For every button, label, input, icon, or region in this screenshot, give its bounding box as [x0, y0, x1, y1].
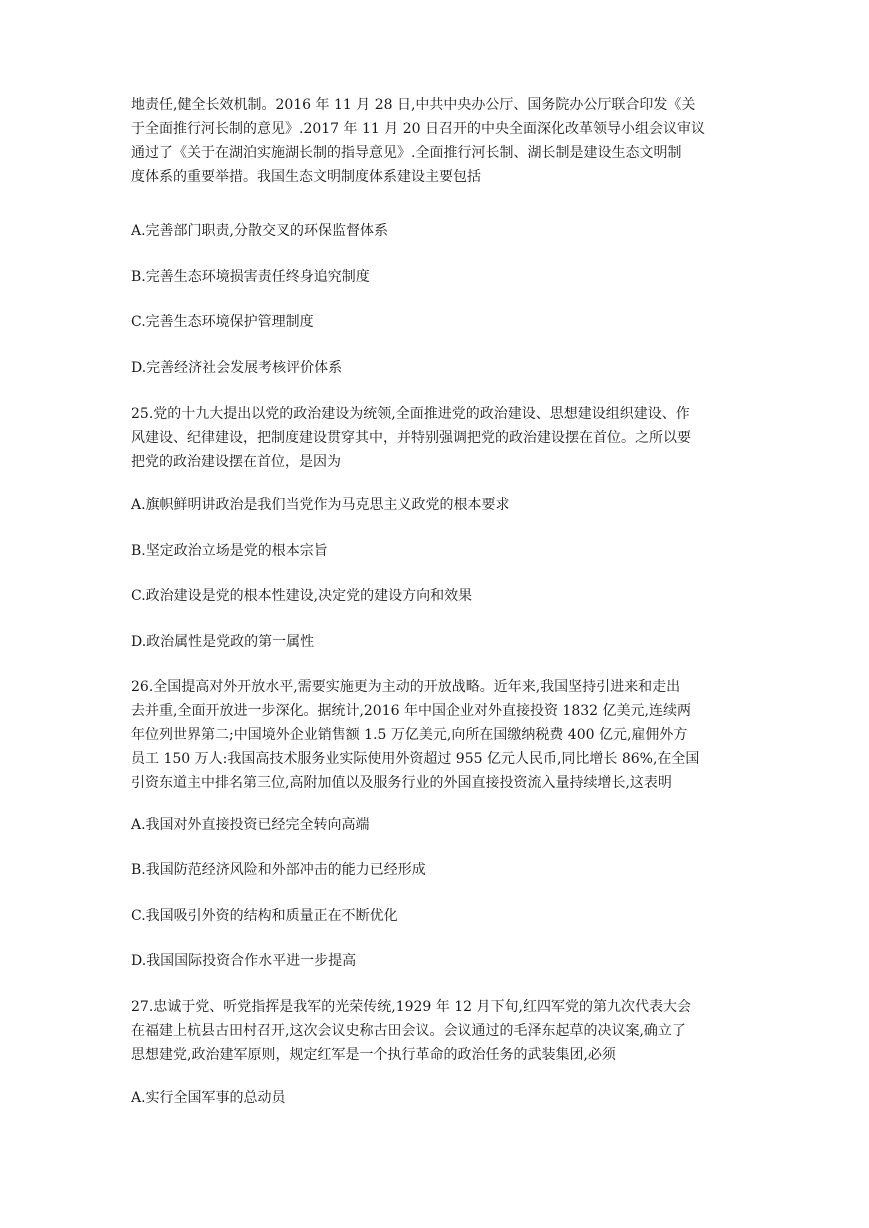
q25-option-a: A.旗帜鲜明讲政治是我们当党作为马克思主义政党的根本要求: [131, 497, 510, 513]
q24-option-c: C.完善生态环境保护管理制度: [131, 314, 314, 330]
q25-line: 把党的政治建设摆在首位，是因为: [131, 454, 341, 470]
q26-line: 引资东道主中排名第三位,高附加值以及服务行业的外国直接投资流入量持续增长,这表明: [131, 775, 672, 791]
q26-option-d: D.我国国际投资合作水平进一步提高: [131, 953, 357, 969]
q26-option-b: B.我国防范经济风险和外部冲击的能力已经形成: [131, 862, 426, 878]
q24-line: 度体系的重要举措。我国生态文明制度体系建设主要包括: [131, 169, 481, 185]
q24-line: 通过了《关于在湖泊实施湖长制的指导意见》.全面推行河长制、湖长制是建设生态文明制: [131, 145, 682, 161]
q24-option-a: A.完善部门职责,分散交叉的环保监督体系: [131, 223, 389, 239]
q26-line: 去并重,全面开放进一步深化。据统计,2016 年中国企业对外直接投资 1832 亿美元,连续两: [131, 703, 691, 719]
q25-line: 25.党的十九大提出以党的政治建设为统领,全面推进党的政治建设、思想建设组织建设、作: [131, 406, 690, 422]
q26-line: 员工 150 万人:我国高技术服务业实际使用外资超过 955 亿元人民币,同比增长 86%,在全国: [131, 751, 700, 767]
q26-line: 年位列世界第二;中国境外企业销售额 1.5 万亿美元,向所在国缴纳税费 400 亿元,雇佣外方: [131, 727, 688, 743]
q24-option-d: D.完善经济社会发展考核评价体系: [131, 360, 343, 376]
q26-option-a: A.我国对外直接投资已经完全转向高端: [131, 817, 370, 833]
q24-option-b: B.完善生态环境损害责任终身追究制度: [131, 269, 370, 285]
question-24-stem: [131, 93, 705, 189]
q25-option-c: C.政治建设是党的根本性建设,决定党的建设方向和效果: [131, 588, 473, 604]
q24-line: 地责任,健全长效机制。2016 年 11 月 28 日,中共中央办公厅、国务院办公厅联合印发《关: [131, 97, 696, 113]
q25-option-d: D.政治属性是党政的第一属性: [131, 634, 315, 650]
question-27-stem: [131, 995, 691, 1067]
q27-line: 27.忠诚于党、听党指挥是我军的光荣传统,1929 年 12 月下旬,红四军党的第九次代表大会: [131, 999, 691, 1015]
question-25-stem: [131, 402, 691, 474]
question-26-stem: [131, 675, 699, 795]
q26-option-c: C.我国吸引外资的结构和质量正在不断优化: [131, 908, 398, 924]
q27-line: 在福建上杭县古田村召开,这次会议史称古田会议。会议通过的毛泽东起草的决议案,确立了: [131, 1023, 686, 1039]
q25-line: 风建设、纪律建设，把制度建设贯穿其中，并特别强调把党的政治建设摆在首位。之所以要: [131, 430, 691, 446]
q27-option-a: A.实行全国军事的总动员: [131, 1090, 286, 1106]
q26-line: 26.全国提高对外开放水平,需要实施更为主动的开放战略。近年来,我国坚持引进来和走出: [131, 679, 681, 695]
q24-line: 于全面推行河长制的意见》.2017 年 11 月 20 日召开的中央全面深化改革领导小组会议审议: [131, 121, 705, 137]
q27-line: 思想建党,政治建军原则，规定红军是一个执行革命的政治任务的武装集团,必须: [131, 1047, 616, 1063]
q25-option-b: B.坚定政治立场是党的根本宗旨: [131, 543, 328, 559]
